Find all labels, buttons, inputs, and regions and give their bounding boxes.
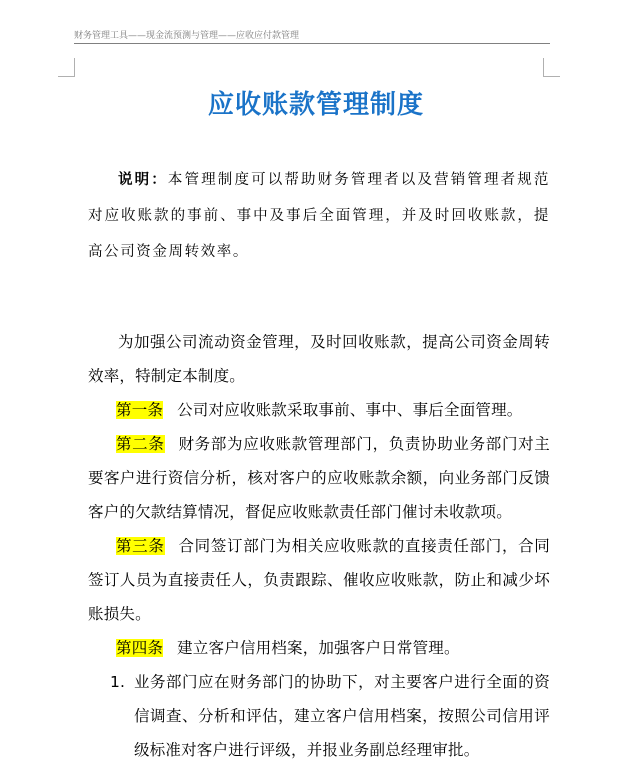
list-item — [88, 665, 550, 767]
intro-paragraph — [88, 162, 550, 270]
preamble-paragraph: 为加强公司流动资金管理，及时回收账款，提高公司资金周转效率，特制定本制度。 — [88, 333, 550, 385]
article-number-highlight: 第二条 — [116, 435, 165, 453]
article-text: 财务部为应收账款管理部门，负责协助业务部门对主要客户进行资信分析，核对客户的应收账款余额，向业务部门反馈客户的欠款结算情况，督促应收账款责任部门催讨未收款项。 — [88, 435, 550, 521]
running-header: 财务管理工具——现金流预测与管理——应收应付款管理 — [74, 31, 300, 41]
article-3 — [88, 529, 550, 631]
article-number-highlight: 第四条 — [116, 639, 164, 657]
article-number-highlight: 第三条 — [116, 537, 165, 555]
margin-corner-mark-top-left — [58, 58, 75, 77]
list-item-number: 1. — [110, 673, 126, 691]
article-number-highlight: 第一条 — [116, 401, 164, 419]
article-4 — [88, 631, 550, 665]
article-text: 建立客户信用档案，加强客户日常管理。 — [177, 639, 460, 657]
document-body — [88, 325, 550, 767]
article-text: 公司对应收账款采取事前、事中、事后全面管理。 — [177, 401, 523, 419]
article-2 — [88, 427, 550, 529]
document-title: 应收账款管理制度 — [207, 90, 424, 120]
list-item-text: 业务部门应在财务部门的协助下，对主要客户进行全面的资信调查、分析和评估，建立客户信用档案，按照公司信用评级标准对客户进行评级，并报业务副总经理审批。 — [134, 673, 550, 759]
article-1 — [88, 393, 550, 427]
intro-label: 说明： — [118, 171, 168, 188]
margin-corner-mark-top-right — [543, 58, 560, 77]
intro-text: 本管理制度可以帮助财务管理者以及营销管理者规范对应收账款的事前、事中及事后全面管理，并及时回收账款，提高公司资金周转效率。 — [88, 172, 550, 260]
article-text: 合同签订部门为相关应收账款的直接责任部门，合同签订人员为直接责任人，负责跟踪、催收应收账款，防止和减少坏账损失。 — [88, 537, 550, 623]
header-divider — [74, 43, 550, 44]
